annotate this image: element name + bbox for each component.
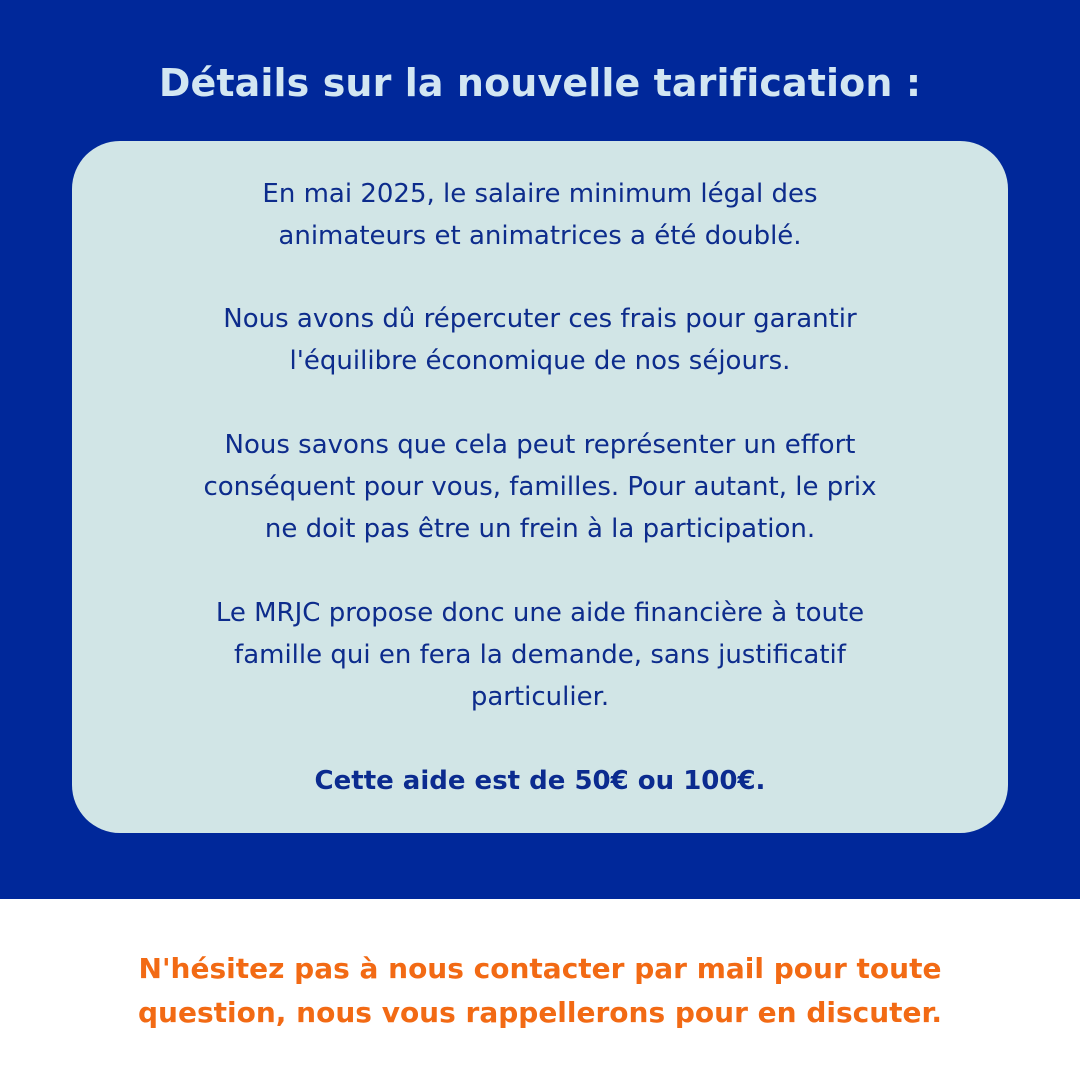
pricing-details-card xyxy=(72,141,1008,833)
aid-amount-highlight: Cette aide est de 50€ ou 100€. xyxy=(314,766,766,796)
paragraph-line: Nous avons dû répercuter ces frais pour garantir xyxy=(223,304,857,334)
paragraph-line: En mai 2025, le salaire minimum légal des xyxy=(262,179,818,209)
family-effort-paragraph xyxy=(112,424,968,550)
footer-line: question, nous vous rappellerons pour en discuter. xyxy=(138,996,942,1029)
salary-increase-paragraph xyxy=(112,173,968,257)
financial-aid-paragraph xyxy=(112,592,968,718)
paragraph-line: Nous savons que cela peut représenter un effort xyxy=(224,430,856,460)
paragraph-line: particulier. xyxy=(470,682,610,712)
paragraph-line: Le MRJC propose donc une aide financière à toute xyxy=(215,598,865,628)
cost-transfer-paragraph xyxy=(112,298,968,382)
paragraph-line: famille qui en fera la demande, sans justificatif xyxy=(234,640,846,670)
page-title: Détails sur la nouvelle tarification : xyxy=(158,61,922,105)
footer-line: N'hésitez pas à nous contacter par mail pour toute xyxy=(138,952,942,985)
paragraph-line: conséquent pour vous, familles. Pour autant, le prix xyxy=(203,472,877,502)
paragraph-line: animateurs et animatrices a été doublé. xyxy=(278,221,802,251)
contact-message xyxy=(0,947,1080,1035)
paragraph-line: ne doit pas être un frein à la participation. xyxy=(264,514,816,544)
paragraph-line: l'équilibre économique de nos séjours. xyxy=(289,346,791,376)
